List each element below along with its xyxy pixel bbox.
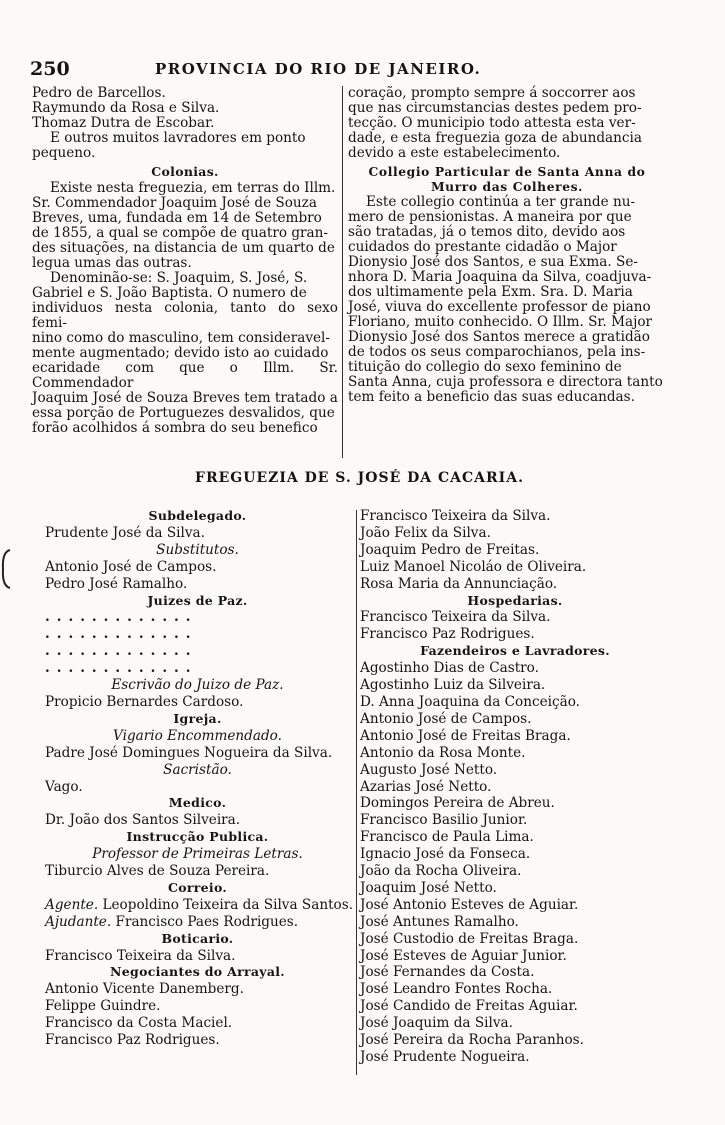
name-line: Thomaz Dutra de Escobar. [32, 115, 215, 131]
name-line: José Antunes Ramalho. [360, 913, 519, 930]
name-line: Francisco Teixeira da Silva. [360, 609, 551, 626]
correio-heading: Correio. [167, 879, 228, 895]
name-line: Augusto José Netto. [360, 761, 498, 778]
name-line: Francisco Teixeira da Silva. [45, 947, 236, 964]
running-title: PROVINCIA DO RIO DE JANEIRO. [155, 60, 482, 78]
negociantes-heading: Negociantes do Arrayal. [110, 964, 285, 980]
colonias-paragraph-2: Denominão-se: S. Joaquim, S. José, S. Gabriel e S. João Baptista. O numero de individuos nesta colonia, tanto do sexo femi- nino como do masculino, tem consideravel- mente augmentado; devido isto ao cuidado ecaridade com que o Illm. Sr. Commendador Joaquim José de Souza Breves tem tratado a essa porção de Portuguezes desvalidos, que forão acolhidos á sombra do seu benefico [32, 270, 338, 436]
bottom-left-column [45, 508, 354, 1049]
name-line: Ignacio José da Fonseca. [360, 846, 531, 863]
name-line: Agostinho Dias de Castro. [360, 660, 539, 677]
hospedarias-heading: Hospedarias. [467, 592, 563, 608]
name-line: José Leandro Fontes Rocha. [360, 981, 553, 998]
name-line: José Esteves de Aguiar Junior. [360, 947, 567, 964]
name-line: Dr. João dos Santos Silveira. [45, 812, 241, 829]
name-line: Antonio José de Campos. [360, 710, 532, 727]
name-line: Antonio Vicente Danemberg. [45, 981, 244, 998]
name-line: Tiburcio Alves de Souza Pereira. [45, 863, 270, 880]
name-line: Agostinho Luiz da Silveira. [360, 677, 546, 694]
name-line: José Prudente Nogueira. [360, 1049, 530, 1065]
name-line: Luiz Manoel Nicoláo de Oliveira. [360, 558, 587, 575]
ajudante-line: Ajudante. Francisco Paes Rodrigues. [45, 913, 299, 930]
name-line: Antonio José de Campos. [45, 558, 217, 575]
name-line: João Felix da Silva. [360, 524, 491, 541]
name-line: Vago. [45, 778, 83, 795]
name-line: João da Rocha Oliveira. [360, 863, 522, 880]
margin-bracket-mark [0, 548, 14, 590]
colonias-heading: Colonias. [151, 164, 219, 179]
professor-heading: Professor de Primeiras Letras. [92, 846, 303, 863]
collegio-heading: Collegio Particular de Santa Anna do Murro das Colheres. [368, 164, 646, 194]
dot-leader: ............. [45, 626, 198, 643]
name-line: Francisco de Paula Lima. [360, 829, 534, 846]
name-line: José Candido de Freitas Aguiar. [360, 998, 578, 1015]
name-line: Antonio José de Freitas Braga. [360, 727, 571, 744]
name-line: Francisco Basilio Junior. [360, 812, 528, 829]
name-line: Raymundo da Rosa e Silva. [32, 100, 220, 116]
name-line: Francisco Teixeira da Silva. [360, 508, 551, 524]
column-rule [356, 510, 357, 1075]
vigario-heading: Vigario Encommendado. [113, 727, 282, 744]
instruccao-heading: Instrucção Publica. [126, 829, 269, 845]
name-line: José Fernandes da Costa. [360, 964, 535, 981]
bottom-right-column [360, 508, 670, 1066]
escrivao-heading: Escrivão do Juizo de Paz. [111, 677, 284, 694]
name-line: Pedro José Ramalho. [45, 575, 188, 592]
medico-heading: Medico. [168, 795, 227, 811]
fazendeiros-heading: Fazendeiros e Lavradores. [420, 643, 610, 659]
name-line: Francisco da Costa Maciel. [45, 1015, 233, 1032]
page-number: 250 [30, 58, 70, 80]
name-line: Joaquim Pedro de Freitas. [360, 541, 540, 558]
name-line: Francisco Paz Rodrigues. [45, 1032, 220, 1049]
name-line: D. Anna Joaquina da Conceição. [360, 693, 580, 710]
igreja-heading: Igreja. [173, 710, 222, 726]
others-paragraph: E outros muitos lavradores em ponto pequeno. [32, 130, 306, 161]
section-title: FREGUEZIA DE S. JOSÉ DA CACARIA. [195, 470, 524, 486]
collegio-paragraph: Este collegio continúa a ter grande nu- mero de pensionistas. A maneira por que são tratadas, já o temos dito, devido aos cuidados do prestante cidadão o Major Dionysio José dos Santos, e sua Exma. Se- nhora D. Maria Joaquina da Silva, coadjuva- dos ultimamente pela Exm. Sra. D. Maria José, viuva do excellente professor de piano Floriano, muito conhecido. O Illm. Sr. Major Dionysio José dos Santos merece a gratidão de todos os seus comparochianos, pela ins- tituição do collegio do sexo feminino de Santa Anna, cuja professora e directora tanto tem feito a beneficio das suas educandas. [348, 194, 663, 405]
name-line: José Custodio de Freitas Braga. [360, 930, 579, 947]
name-line: Propicio Bernardes Cardoso. [45, 693, 244, 710]
column-rule [342, 86, 343, 458]
name-line: Joaquim José Netto. [360, 879, 497, 896]
name-line: José Joaquim da Silva. [360, 1015, 513, 1032]
boticario-heading: Boticario. [161, 930, 234, 946]
dot-leader: ............. [45, 609, 198, 626]
juizes-heading: Juizes de Paz. [147, 592, 248, 608]
subdelegado-heading: Subdelegado. [148, 508, 247, 523]
top-right-column [348, 86, 666, 405]
name-line: Pedro de Barcellos. [32, 85, 166, 101]
name-line: Azarias José Netto. [360, 778, 492, 795]
top-left-column [32, 86, 338, 436]
name-line: Domingos Pereira de Abreu. [360, 795, 555, 812]
name-line: José Antonio Esteves de Aguiar. [360, 896, 579, 913]
dot-leader: ............. [45, 660, 198, 677]
name-line: Felippe Guindre. [45, 998, 161, 1015]
name-line: Antonio da Rosa Monte. [360, 744, 526, 761]
colonias-paragraph-1: Existe nesta freguezia, em terras do Illm. Sr. Commendador Joaquim José de Souza Breves, uma, fundada em 14 de Setembro de 1855, a qual se compõe de quatro gran- des situações, na distancia de um quarto de legua umas das outras. [32, 180, 336, 271]
coracao-paragraph: coração, prompto sempre á soccorrer aos que nas circumstancias destes pedem pro- tecção. O municipio todo attesta esta ver- dade, e esta freguezia goza de abundancia devido a este estabelecimento. [348, 85, 642, 161]
name-line: Rosa Maria da Annunciação. [360, 575, 558, 592]
dot-leader: ............. [45, 643, 198, 660]
name-line: José Pereira da Rocha Paranhos. [360, 1032, 584, 1049]
agente-line: Agente. Leopoldino Teixeira da Silva Santos. [45, 896, 354, 913]
name-line: Prudente José da Silva. [45, 524, 205, 541]
sacristao-heading: Sacristão. [163, 761, 232, 778]
name-line: Francisco Paz Rodrigues. [360, 626, 535, 643]
running-head [30, 58, 690, 82]
name-line: Padre José Domingues Nogueira da Silva. [45, 744, 333, 761]
substitutos-heading: Substitutos. [156, 541, 239, 558]
